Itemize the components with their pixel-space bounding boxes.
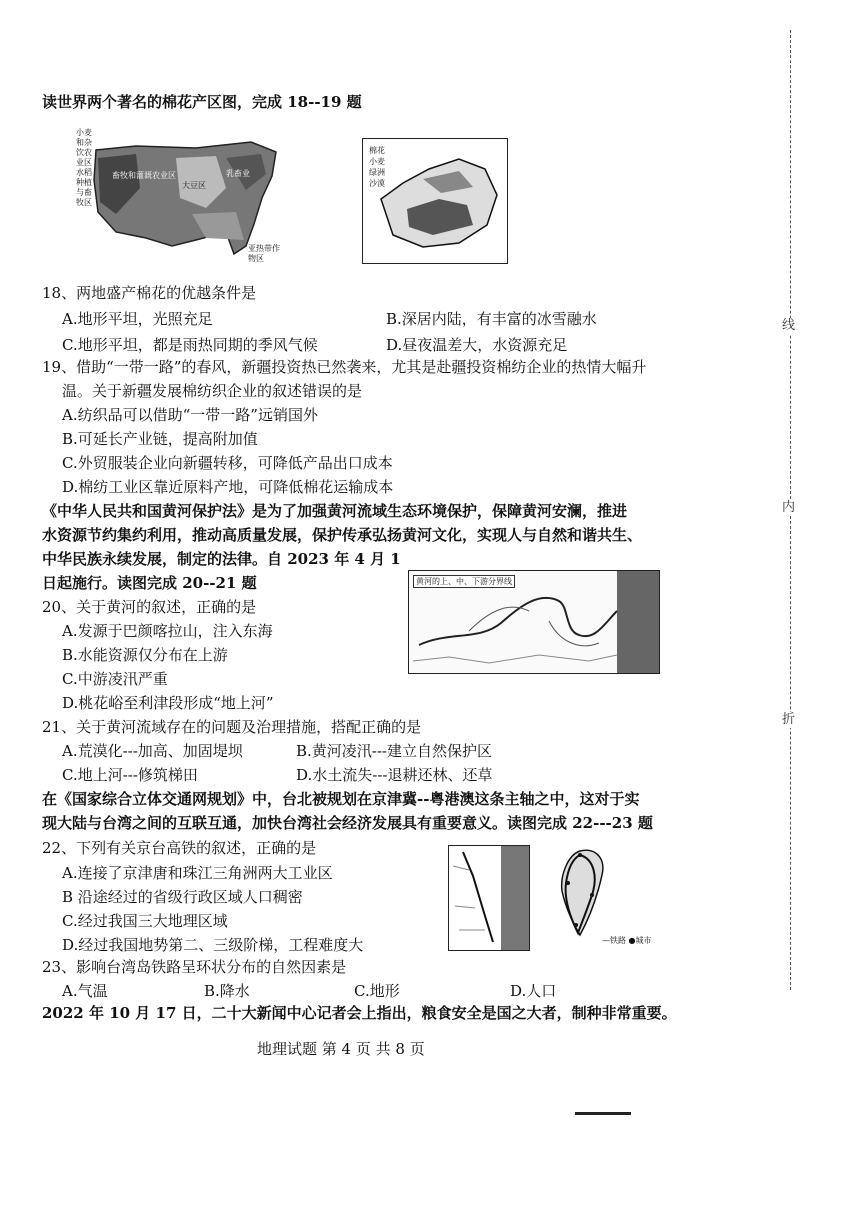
taiwan-legend: —铁路 ●城市 [602,936,652,945]
q19-option-b: B.可延长产业链，提高附加值 [62,430,258,448]
q19-stem-line1: 19、借助“一带一路”的春风，新疆投资热已然袭来，尤其是赴疆投资棉纺企业的热情大幅升 [42,358,647,376]
q23-option-d: D.人口 [510,982,557,1000]
usa-label-pasture: 畜牧和灌溉农业区 [112,171,176,180]
usa-label-wheat: 小麦和杂饮农业区 [76,128,92,167]
q21-option-d: D.水土流失---退耕还林、还草 [296,766,493,784]
scan-mark [575,1112,631,1115]
margin-mark-line: 线 [782,318,796,333]
legend-oasis: 绿洲 [369,168,385,177]
q23-option-b: B.降水 [204,982,250,1000]
q23-option-c: C.地形 [354,982,400,1000]
q19-option-c: C.外贸服装企业向新疆转移，可降低产品出口成本 [62,454,393,472]
xinjiang-cotton-map [362,138,508,264]
q21-option-b: B.黄河凌汛---建立自然保护区 [296,742,492,760]
q19-stem-line2: 温。关于新疆发展棉纺织企业的叙述错误的是 [62,382,363,400]
intro-18-19: 读世界两个著名的棉花产区图，完成 18--19 题 [42,93,362,111]
legend-cotton: 棉花 [369,146,385,155]
usa-label-soybean: 大豆区 [182,181,206,190]
margin-mark-inner: 内 [782,500,796,515]
usa-label-subtropical: 亚热带作物区 [248,244,280,263]
q22-option-a: A.连接了京津唐和珠江三角洲两大工业区 [62,864,333,882]
q21-stem: 21、关于黄河流域存在的问题及治理措施，搭配正确的是 [42,718,422,736]
jingtai-railway-map [448,845,530,951]
yellow-river-map-title: 黄河的上、中、下游分界线 [413,575,515,588]
q18-stem: 18、两地盛产棉花的优越条件是 [42,284,257,302]
q18-option-c: C.地形平坦，都是雨热同期的季风气候 [62,336,318,354]
q20-option-c: C.中游凌汛严重 [62,670,168,688]
intro-20-21-line1: 《中华人民共和国黄河保护法》是为了加强黄河流域生态环境保护，保障黄河安澜，推进 [42,502,628,520]
taiwan-railway-map [540,843,658,949]
legend-desert: 沙漠 [369,179,385,188]
q22-stem: 22、下列有关京台高铁的叙述，正确的是 [42,839,317,857]
q20-stem: 20、关于黄河的叙述，正确的是 [42,598,257,616]
q20-option-b: B.水能资源仅分布在上游 [62,646,228,664]
intro-20-21-line2: 水资源节约集约利用，推动高质量发展，保护传承弘扬黄河文化，实现人与自然和谐共生、 [42,526,643,544]
intro-20-21-line3: 中华民族永续发展，制定的法律。自 2023 年 4 月 1 [42,550,401,568]
q18-option-d: D.昼夜温差大，水资源充足 [386,336,568,354]
q18-option-b: B.深居内陆，有丰富的冰雪融水 [386,310,597,328]
q22-option-d: D.经过我国地势第二、三级阶梯，工程难度大 [62,936,364,954]
q18-option-a: A.地形平坦，光照充足 [62,310,213,328]
usa-label-dairy: 乳畜业 [226,169,250,178]
closing-paragraph: 2022 年 10 月 17 日，二十大新闻中心记者会上指出，粮食安全是国之大者，制种非常重要。 [42,1004,677,1022]
q23-option-a: A.气温 [62,982,108,1000]
jingtai-map-drawing [449,846,529,950]
intro-22-23-line1: 在《国家综合立体交通网规划》中，台北被规划在京津冀--粤港澳这条主轴之中，这对于实 [42,790,640,808]
q22-option-b: B 沿途经过的省级行政区域人口稠密 [62,888,303,906]
margin-mark-fold: 折 [782,712,796,727]
q20-option-a: A.发源于巴颜喀拉山，注入东海 [62,622,273,640]
q22-option-c: C.经过我国三大地理区域 [62,912,228,930]
page-footer: 地理试题 第 4 页 共 8 页 [257,1040,425,1058]
yellow-river-map [408,570,660,674]
q23-stem: 23、影响台湾岛铁路呈环状分布的自然因素是 [42,958,347,976]
intro-22-23-line2: 现大陆与台湾之间的互联互通，加快台湾社会经济发展具有重要意义。读图完成 22---23 题 [42,814,653,832]
q21-option-c: C.地上河---修筑梯田 [62,766,198,784]
q21-option-a: A.荒漠化---加高、加固堤坝 [62,742,243,760]
legend-wheat: 小麦 [369,157,385,166]
q19-option-d: D.棉纺工业区靠近原料产地，可降低棉花运输成本 [62,478,394,496]
usa-cotton-map [76,128,282,266]
q19-option-a: A.纺织品可以借助“一带一路”远销国外 [62,406,318,424]
intro-20-21-line4: 日起施行。读图完成 20--21 题 [42,574,257,592]
q20-option-d: D.桃花峪至利津段形成“地上河” [62,694,274,712]
taiwan-map-drawing [540,843,658,949]
xinjiang-legend [369,145,393,189]
usa-label-rice: 水稻种植与畜牧区 [76,168,92,207]
